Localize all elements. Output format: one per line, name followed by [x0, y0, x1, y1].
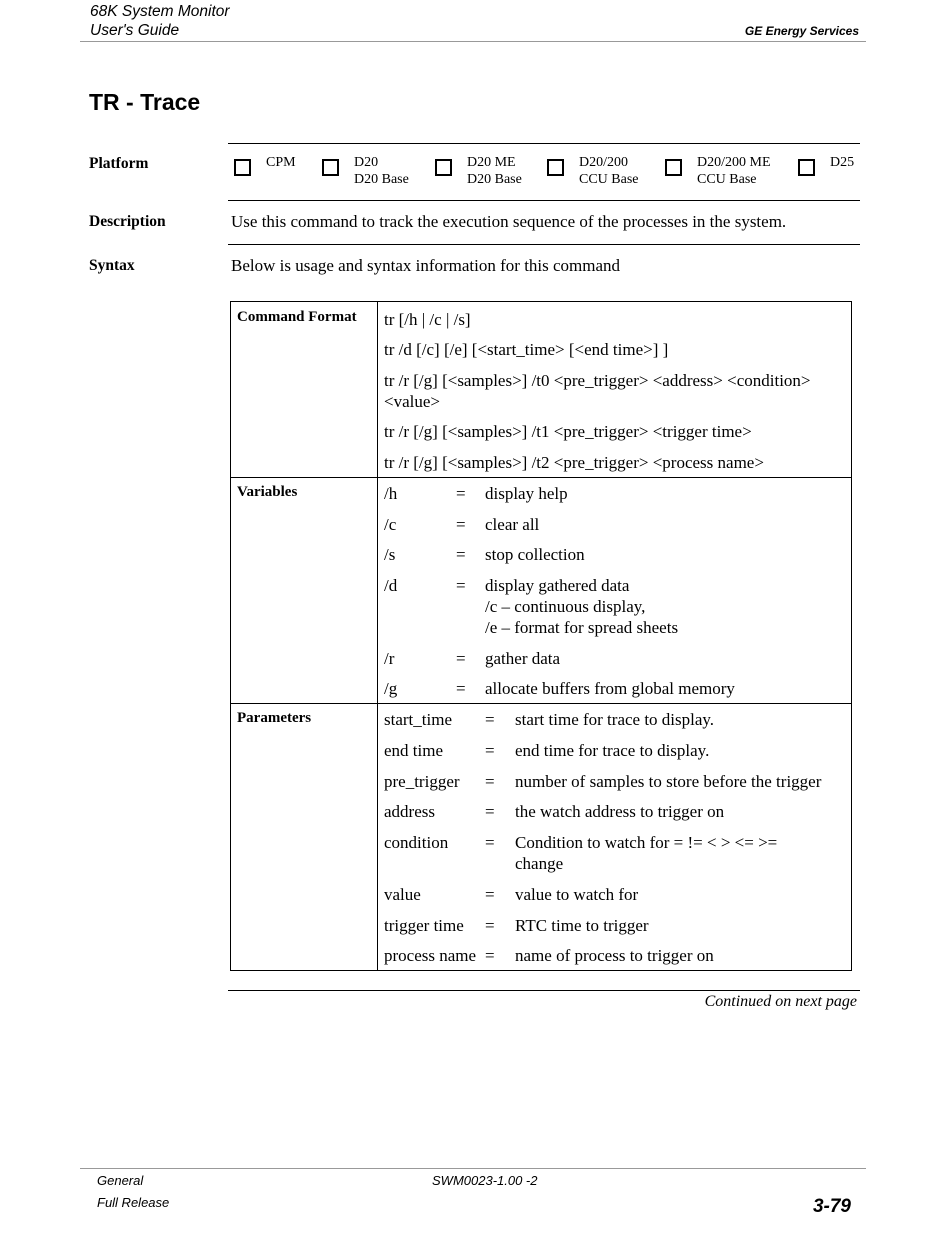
parameter-description: value to watch for [515, 885, 639, 904]
command-format-line: tr [/h | /c | /s] [384, 310, 471, 329]
parameter-name: pre_trigger [384, 772, 460, 791]
parameters-label: Parameters [237, 710, 312, 726]
footer-category: General [97, 1173, 144, 1188]
equals-sign: = [456, 679, 466, 698]
equals-sign: = [485, 833, 495, 852]
platform-option-label: CPM [266, 155, 296, 170]
description-text: Use this command to track the execution sequence of the processes in the system. [231, 212, 787, 231]
parameter-name: start_time [384, 710, 452, 729]
command-format-label: Command Format [237, 309, 357, 325]
equals-sign: = [485, 946, 495, 965]
platform-option-sublabel: CCU Base [697, 172, 757, 187]
footer-document-number: SWM0023-1.00 -2 [432, 1173, 538, 1188]
parameter-row [384, 832, 844, 874]
platform-label: Platform [89, 155, 149, 172]
equals-sign: = [456, 545, 466, 564]
syntax-label: Syntax [89, 257, 135, 274]
table-row-divider [231, 477, 851, 478]
platform-option-sublabel: D20 Base [467, 172, 522, 187]
variable-description: gather data [485, 649, 561, 668]
variable-suboption: /e – format for spread sheets [485, 618, 679, 637]
platform-option-label: D20/200 [579, 155, 628, 170]
document-title [90, 2, 230, 40]
variable-name: /g [384, 679, 398, 698]
equals-sign: = [485, 710, 495, 729]
variable-description: stop collection [485, 545, 585, 564]
page-number: 3-79 [812, 1196, 851, 1217]
description-top-rule [228, 200, 860, 201]
variable-name: /c [384, 515, 397, 534]
equals-sign: = [485, 741, 495, 760]
footer-divider [80, 1168, 866, 1169]
description-label: Description [89, 213, 166, 230]
equals-sign: = [456, 515, 466, 534]
command-format-line: <value> [384, 392, 440, 411]
parameter-description: end time for trace to display. [515, 741, 710, 760]
checkbox-d20-200-me[interactable] [665, 159, 682, 176]
command-format-line: tr /r [/g] [<samples>] /t1 <pre_trigger> <trigger time> [384, 422, 752, 441]
document-title-line2: User's Guide [90, 22, 180, 39]
variable-name: /d [384, 576, 398, 595]
equals-sign: = [485, 772, 495, 791]
platform-option-label: D20 [354, 155, 379, 170]
command-format-line: tr /r [/g] [<samples>] /t2 <pre_trigger> <process name> [384, 453, 764, 472]
continued-rule [228, 990, 860, 991]
header-divider [80, 41, 866, 42]
platform-option-label: D20/200 ME [697, 155, 771, 170]
variables-label: Variables [237, 484, 298, 500]
table-row-divider [231, 703, 851, 704]
document-title-line1: 68K System Monitor [90, 3, 230, 20]
parameter-description-continued: change [515, 854, 564, 873]
variable-name: /s [384, 545, 396, 564]
parameter-name: end time [384, 741, 444, 760]
equals-sign: = [456, 484, 466, 503]
variable-description: display gathered data [485, 576, 630, 595]
command-format-line: tr /r [/g] [<samples>] /t0 <pre_trigger> <address> <condition> [384, 371, 811, 390]
command-table [230, 301, 852, 971]
parameter-description: Condition to watch for = != < > <= >= [515, 833, 778, 852]
parameter-description: name of process to trigger on [515, 946, 714, 965]
table-column-divider [377, 302, 378, 970]
syntax-top-rule [228, 244, 860, 245]
checkbox-d20-me[interactable] [435, 159, 452, 176]
platform-option-label: D25 [830, 155, 855, 170]
continued-note: Continued on next page [704, 993, 857, 1010]
parameter-description: the watch address to trigger on [515, 802, 725, 821]
variable-description: display help [485, 484, 568, 503]
parameter-name: process name [384, 946, 477, 965]
variable-name: /r [384, 649, 395, 668]
equals-sign: = [485, 885, 495, 904]
variable-suboption: /c – continuous display, [485, 597, 646, 616]
variable-row [384, 575, 844, 638]
checkbox-d20[interactable] [322, 159, 339, 176]
platform-top-rule [228, 143, 860, 144]
parameter-description: start time for trace to display. [515, 710, 715, 729]
equals-sign: = [456, 649, 466, 668]
section-title: TR - Trace [89, 89, 201, 115]
parameter-description: RTC time to trigger [515, 916, 649, 935]
parameter-name: address [384, 802, 435, 821]
variable-description: clear all [485, 515, 540, 534]
parameter-name: trigger time [384, 916, 464, 935]
variable-name: /h [384, 484, 398, 503]
parameter-name: condition [384, 833, 449, 852]
command-format-line: tr /d [/c] [/e] [<start_time> [<end time>] ] [384, 340, 669, 359]
equals-sign: = [485, 916, 495, 935]
company-name: GE Energy Services [744, 24, 859, 38]
syntax-text: Below is usage and syntax information for this command [231, 256, 621, 275]
platform-option-label: D20 ME [467, 155, 516, 170]
footer-release: Full Release [97, 1195, 170, 1210]
equals-sign: = [456, 576, 466, 595]
variable-description: allocate buffers from global memory [485, 679, 735, 698]
parameter-name: value [384, 885, 421, 904]
parameter-description: number of samples to store before the trigger [515, 772, 822, 791]
platform-option-sublabel: CCU Base [579, 172, 639, 187]
checkbox-d25[interactable] [798, 159, 815, 176]
platform-option-sublabel: D20 Base [354, 172, 409, 187]
checkbox-d20-200[interactable] [547, 159, 564, 176]
checkbox-cpm[interactable] [234, 159, 251, 176]
equals-sign: = [485, 802, 495, 821]
